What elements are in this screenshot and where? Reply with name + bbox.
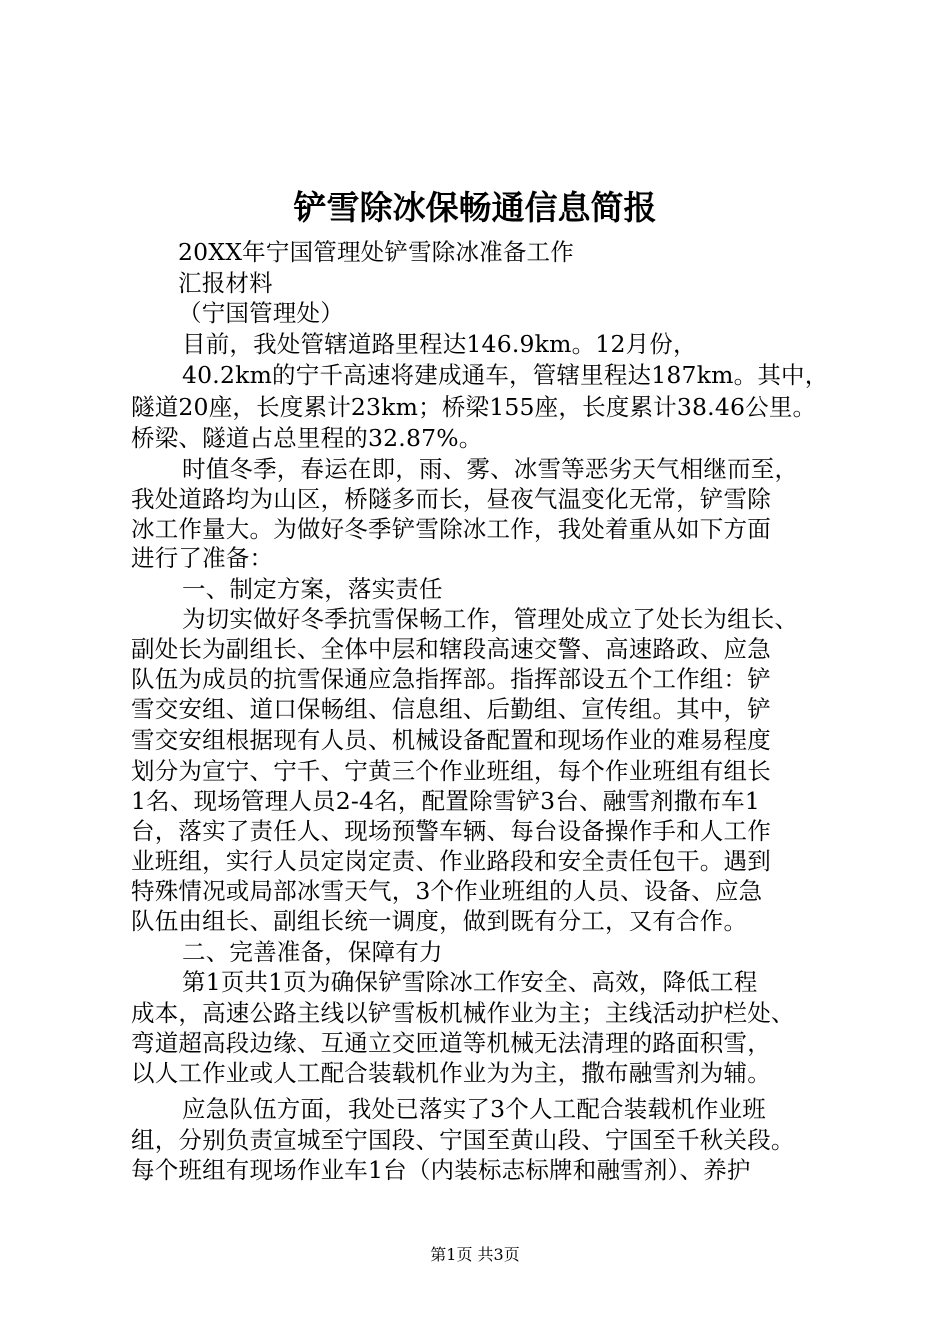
paragraph-line: 冰工作量大。为做好冬季铲雪除冰工作，我处着重从如下方面 — [131, 515, 771, 543]
paragraph-line: 组，分别负责宣城至宁国段、宁国至黄山段、宁国至千秋关段。 — [131, 1126, 795, 1154]
paragraph-line: 队伍为成员的抗雪保通应急指挥部。指挥部设五个工作组：铲 — [131, 665, 771, 693]
paragraph-line: 为切实做好冬季抗雪保畅工作，管理处成立了处长为组长、 — [182, 605, 799, 633]
subtitle-line: 汇报材料 — [178, 269, 273, 297]
paragraph-line: 1名、现场管理人员2-4名，配置除雪铲3台、融雪剂撒布车1 — [131, 787, 760, 815]
paragraph-line: 队伍由组长、副组长统一调度，做到既有分工，又有合作。 — [131, 907, 748, 935]
section-heading: 二、完善准备，保障有力 — [182, 938, 443, 966]
paragraph-line: 业班组，实行人员定岗定责、作业路段和安全责任包干。遇到 — [131, 847, 771, 875]
paragraph-line: 台，落实了责任人、现场预警车辆、每台设备操作手和人工作 — [131, 817, 771, 845]
document-title: 铲雪除冰保畅通信息简报 — [293, 188, 657, 227]
paragraph-line: 隧道20座，长度累计23km；桥梁155座，长度累计38.46公里。 — [131, 393, 817, 421]
paragraph-line: 划分为宣宁、宁千、宁黄三个作业班组，每个作业班组有组长 — [131, 757, 771, 785]
paragraph-line: 副处长为副组长、全体中层和辖段高速交警、高速路政、应急 — [131, 635, 771, 663]
paragraph-line: 以人工作业或人工配合装载机作业为为主，撒布融雪剂为辅。 — [131, 1059, 771, 1087]
paragraph-line: 时值冬季，春运在即，雨、雾、冰雪等恶劣天气相继而至， — [182, 455, 799, 483]
paragraph-line: 40.2km的宁千高速将建成通车，管辖里程达187km。其中， — [182, 361, 829, 389]
paragraph-line: 雪交安组、道口保畅组、信息组、后勤组、宣传组。其中，铲 — [131, 695, 771, 723]
paragraph-line: 雪交安组根据现有人员、机械设备配置和现场作业的难易程度 — [131, 726, 771, 754]
paragraph-line: 进行了准备： — [131, 544, 274, 572]
subtitle-line: 20XX年宁国管理处铲雪除冰准备工作 — [178, 238, 574, 266]
paragraph-line: 桥梁、隧道占总里程的32.87%。 — [131, 424, 483, 452]
page-footer: 第1页 共3页 — [430, 1245, 520, 1264]
paragraph-line: 应急队伍方面，我处已落实了3个人工配合装载机作业班 — [182, 1095, 766, 1123]
paragraph-line: 每个班组有现场作业车1台（内装标志标牌和融雪剂）、养护 — [131, 1156, 751, 1184]
section-heading: 一、制定方案，落实责任 — [182, 575, 443, 603]
paragraph-line: 特殊情况或局部冰雪天气，3个作业班组的人员、设备、应急 — [131, 877, 763, 905]
paragraph-line: 成本，高速公路主线以铲雪板机械作业为主；主线活动护栏处、 — [131, 999, 795, 1027]
paragraph-line: 第1页共1页为确保铲雪除冰工作安全、高效，降低工程 — [182, 968, 758, 996]
paragraph-line: 目前，我处管辖道路里程达146.9km。12月份， — [182, 330, 697, 358]
paragraph-line: 弯道超高段边缘、互通立交匝道等机械无法清理的路面积雪， — [131, 1029, 771, 1057]
organization-line: （宁国管理处） — [178, 299, 344, 327]
paragraph-line: 我处道路均为山区，桥隧多而长，昼夜气温变化无常，铲雪除 — [131, 485, 771, 513]
